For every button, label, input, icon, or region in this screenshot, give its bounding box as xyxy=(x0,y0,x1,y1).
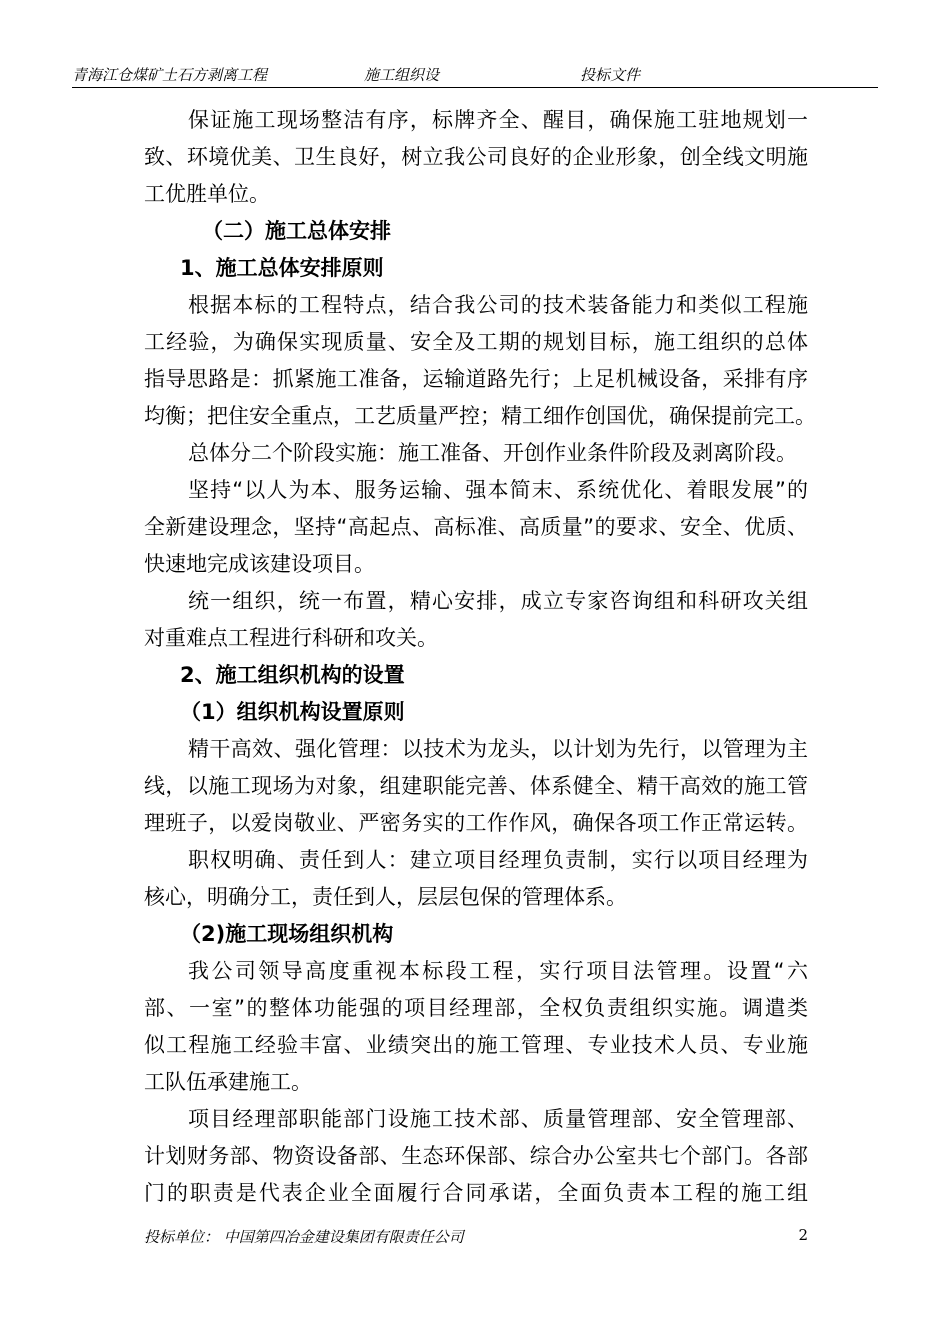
text-line: 对重难点工程进行科研和攻关。 xyxy=(144,626,438,650)
text-line: 坚持“以人为本、服务运输、强本简末、系统优化、着眼发展”的 xyxy=(188,478,808,502)
text-line: 均衡；把住安全重点，工艺质量严控；精工细作创国优，确保提前完工。 xyxy=(144,404,816,428)
text-line: 项目经理部职能部门设施工技术部、质量管理部、安全管理部、 xyxy=(188,1107,808,1131)
text-line: 快速地完成该建设项目。 xyxy=(144,552,375,576)
header-document-type: 投标文件 xyxy=(580,66,641,84)
body-text xyxy=(144,102,816,1212)
subsection-heading: （1）组织机构设置原则 xyxy=(180,700,405,724)
text-line: 计划财务部、物资设备部、生态环保部、综合办公室共七个部门。各部 xyxy=(144,1144,808,1168)
page-header xyxy=(72,64,878,86)
header-divider xyxy=(72,87,878,88)
text-line: 指导思路是：抓紧施工准备，运输道路先行；上足机械设备，采排有序 xyxy=(144,367,808,391)
text-line: 致、环境优美、卫生良好，树立我公司良好的企业形象，创全线文明施 xyxy=(144,145,808,169)
header-section-title: 施工组织设 xyxy=(364,66,440,84)
text-line: 核心，明确分工，责任到人，层层包保的管理体系。 xyxy=(144,885,627,909)
text-line: 我公司领导高度重视本标段工程，实行项目法管理。设置“六 xyxy=(188,959,808,983)
text-line: 线，以施工现场为对象，组建职能完善、体系健全、精干高效的施工管 xyxy=(144,774,808,798)
subsection-heading: （2)施工现场组织机构 xyxy=(180,922,394,946)
text-line: 门的职责是代表企业全面履行合同承诺，全面负责本工程的施工组 xyxy=(144,1181,808,1205)
text-line: 统一组织，统一布置，精心安排，成立专家咨询组和科研攻关组 xyxy=(188,589,808,613)
section-heading: （二）施工总体安排 xyxy=(202,219,391,243)
text-line: 工经验，为确保实现质量、安全及工期的规划目标，施工组织的总体 xyxy=(144,330,808,354)
text-line: 保证施工现场整洁有序，标牌齐全、醒目，确保施工驻地规划一 xyxy=(188,108,808,132)
text-line: 工优胜单位。 xyxy=(144,182,270,206)
text-line: 精干高效、强化管理：以技术为龙头，以计划为先行，以管理为主 xyxy=(188,737,808,761)
subsection-heading: 2、施工组织机构的设置 xyxy=(180,663,405,687)
text-line: 全新建设理念，坚持“高起点、高标准、高质量”的要求、安全、优质、 xyxy=(144,515,808,539)
text-line: 根据本标的工程特点，结合我公司的技术装备能力和类似工程施 xyxy=(188,293,808,317)
header-project-title: 青海江仓煤矿土石方剥离工程 xyxy=(72,66,268,84)
text-line: 职权明确、责任到人：建立项目经理负责制，实行以项目经理为 xyxy=(188,848,808,872)
text-line: 工队伍承建施工。 xyxy=(144,1070,312,1094)
text-line: 似工程施工经验丰富、业绩突出的施工管理、专业技术人员、专业施 xyxy=(144,1033,808,1057)
page-footer xyxy=(144,1226,808,1248)
text-line: 总体分二个阶段实施：施工准备、开创作业条件阶段及剥离阶段。 xyxy=(188,441,797,465)
text-line: 理班子，以爱岗敬业、严密务实的工作作风，确保各项工作正常运转。 xyxy=(144,811,808,835)
page-number: 2 xyxy=(798,1226,808,1244)
text-line: 部、一室”的整体功能强的项目经理部，全权负责组织实施。调遣类 xyxy=(144,996,808,1020)
footer-bidder: 投标单位： 中国第四冶金建设集团有限责任公司 xyxy=(144,1228,464,1246)
subsection-heading: 1、施工总体安排原则 xyxy=(180,256,384,280)
